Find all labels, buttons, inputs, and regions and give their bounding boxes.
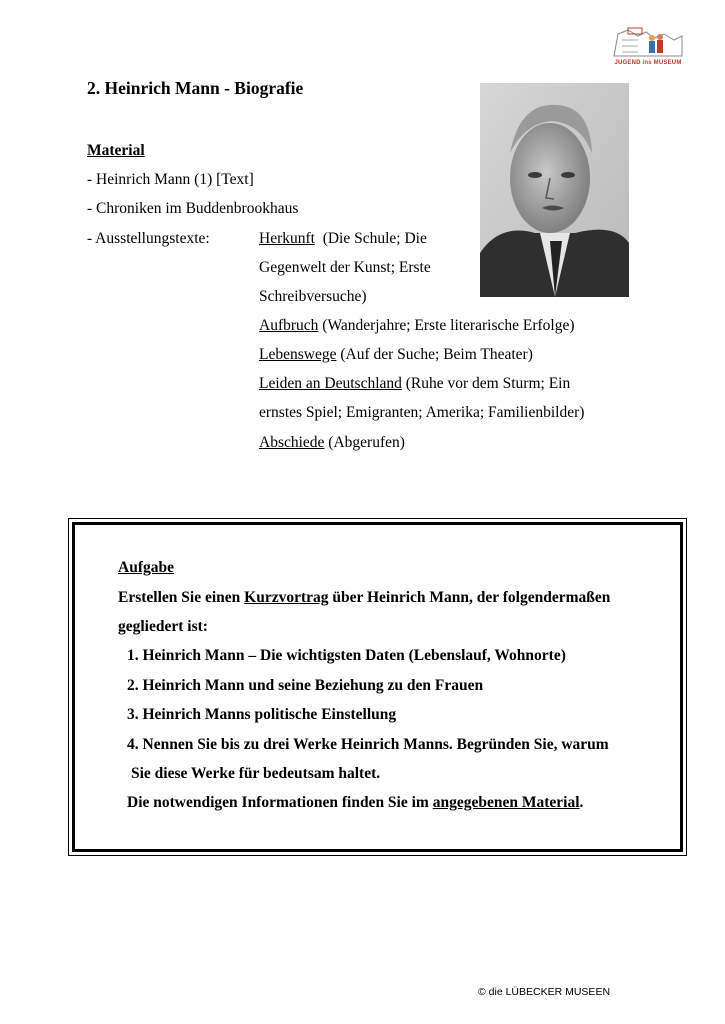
museum-logo: [608, 26, 688, 72]
exhibition-entry: [259, 345, 533, 365]
task-intro: [118, 588, 610, 608]
exhibition-topics: Schreibversuche): [259, 288, 367, 305]
task-point: 3. Heinrich Manns politische Einstellung: [127, 706, 397, 723]
exhibition-topics: ernstes Spiel; Emigranten; Amerika; Familienbilder): [259, 404, 585, 421]
heinrich-mann-portrait-icon: [480, 83, 629, 297]
material-item: - Heinrich Mann (1) [Text]: [87, 171, 254, 188]
portrait-photo: [480, 83, 629, 297]
exhibition-name: Lebenswege: [259, 346, 337, 363]
exhibition-topics: (Ruhe vor dem Sturm; Ein: [405, 375, 571, 392]
exhibition-name: Aufbruch: [259, 317, 319, 334]
task-intro-text: Erstellen Sie einen: [118, 589, 241, 606]
exhibition-entry: [259, 374, 570, 394]
exhibition-label: - Ausstellungstexte:: [87, 230, 210, 247]
task-keyword: Kurzvortrag: [244, 589, 329, 606]
task-intro-text: über Heinrich Mann, der folgendermaßen: [332, 589, 611, 606]
exhibition-entry: [259, 433, 405, 453]
material-heading: Material: [87, 142, 145, 159]
material-item: - Chroniken im Buddenbrookhaus: [87, 200, 299, 217]
museum-building-logo-icon: [608, 26, 688, 60]
exhibition-entry: [259, 316, 575, 336]
task-point-continuation: Sie diese Werke für bedeutsam haltet.: [131, 765, 381, 782]
exhibition-topics: Gegenwelt der Kunst; Erste: [259, 259, 431, 276]
task-intro-line2: gegliedert ist:: [118, 618, 208, 635]
exhibition-topics: (Die Schule; Die: [322, 230, 427, 247]
task-point: 4. Nennen Sie bis zu drei Werke Heinrich Manns. Begründen Sie, warum: [127, 736, 609, 753]
task-closing-text: Die notwendigen Informationen finden Sie im: [127, 794, 429, 811]
task-point: 2. Heinrich Mann und seine Beziehung zu den Frauen: [127, 677, 484, 694]
footer-copyright: © die LÜBECKER MUSEEN: [478, 986, 611, 998]
exhibition-name: Abschiede: [259, 434, 325, 451]
task-material-link: angegebenen Material: [432, 794, 580, 811]
exhibition-topics: (Auf der Suche; Beim Theater): [340, 346, 533, 363]
page-title: 2. Heinrich Mann - Biografie: [87, 78, 304, 98]
task-heading: Aufgabe: [118, 559, 174, 576]
task-point: 1. Heinrich Mann – Die wichtigsten Daten (Lebenslauf, Wohnorte): [127, 647, 566, 664]
task-closing: [127, 793, 583, 813]
exhibition-name: Herkunft: [259, 230, 315, 247]
logo-text: JUGEND ins MUSEUM: [614, 60, 682, 66]
task-closing-period: .: [579, 794, 584, 811]
exhibition-entry: [259, 229, 427, 249]
exhibition-topics: (Wanderjahre; Erste literarische Erfolge): [322, 317, 575, 334]
exhibition-name: Leiden an Deutschland: [259, 375, 402, 392]
exhibition-topics: (Abgerufen): [328, 434, 405, 451]
